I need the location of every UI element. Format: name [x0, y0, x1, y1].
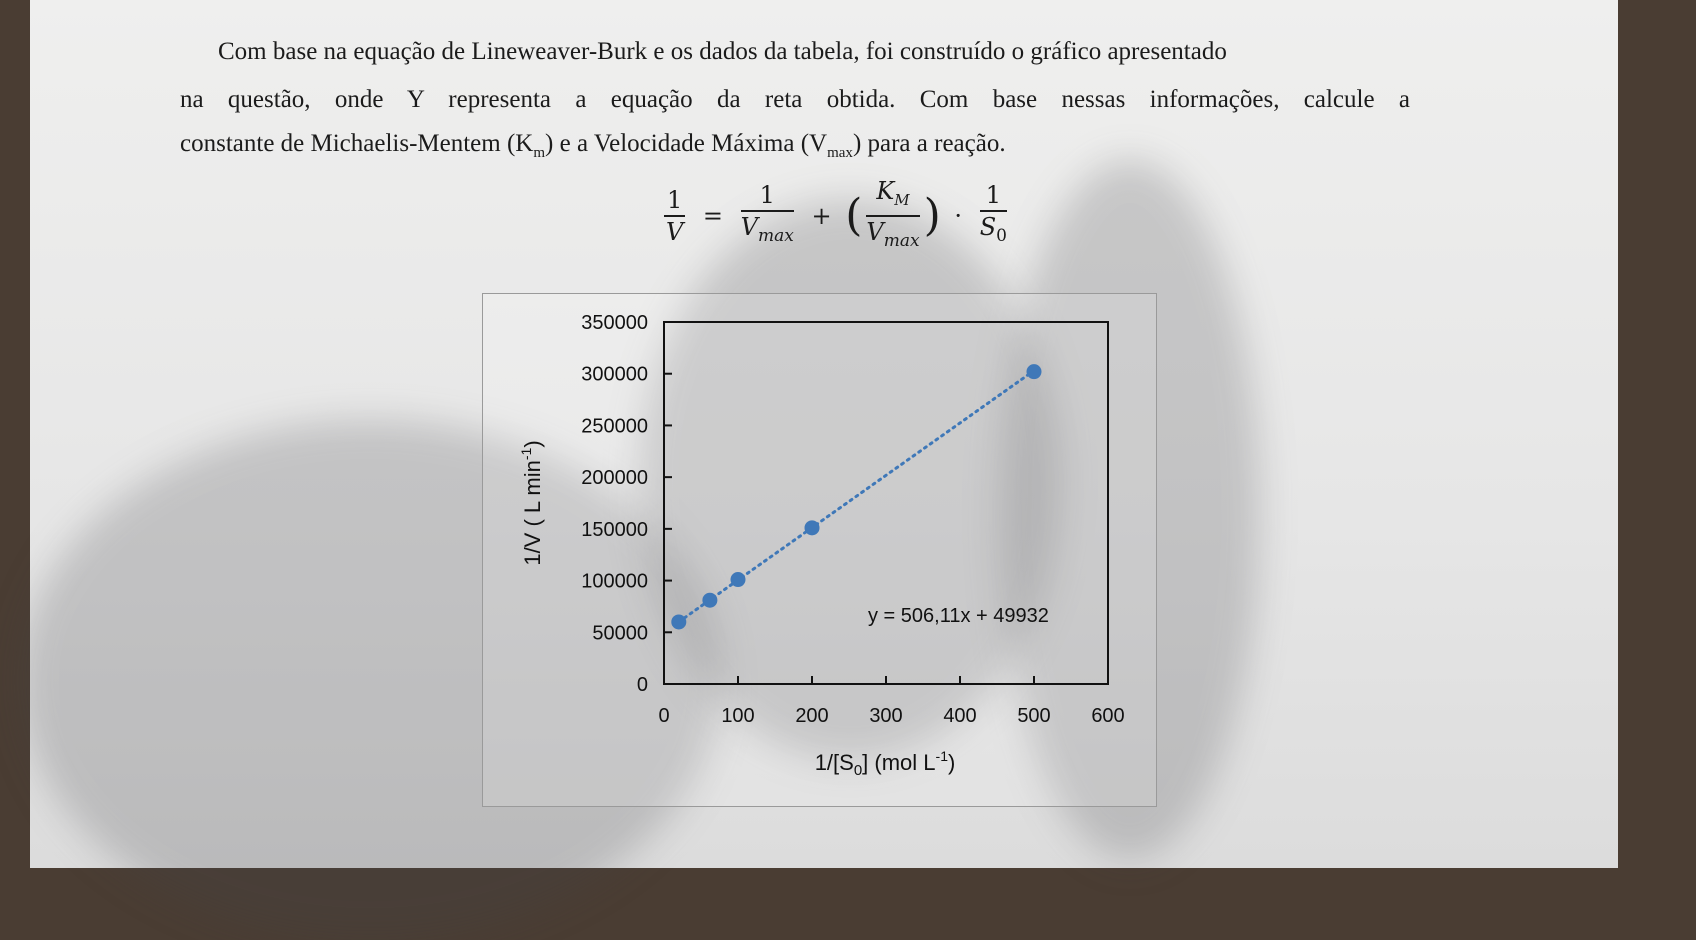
- fraction-one-over-s0: $\frac{1}{S_0}$: [979, 181, 1007, 247]
- fraction-one-over-v: $\frac{1}{V}$: [665, 185, 684, 246]
- y-tick-label: 0: [636, 674, 648, 696]
- x-axis-label: $1/[S_0]$ (mol $L^{-1}$): [814, 748, 956, 779]
- equation-label: y = 506,11x + 49932: [868, 605, 1049, 627]
- question-line-2: na questão, onde Y representa a equação da reta obtida. Com base nessas informações, calcule a: [180, 86, 1410, 113]
- data-point: [805, 520, 820, 535]
- y-axis-label: 1/V ( L $\min^{-1}$): [518, 440, 545, 566]
- y-tick-label: 300000: [581, 363, 648, 386]
- x-tick-label: 400: [943, 705, 977, 727]
- data-point: [671, 614, 686, 629]
- x-tick-label: 100: [721, 705, 755, 727]
- y-tick-label: 50000: [592, 622, 648, 645]
- trendline: [679, 371, 1034, 622]
- x-tick-label: 0: [658, 705, 670, 727]
- fraction-one-over-vmax: $\frac{1}{V_{max}}$: [740, 181, 794, 247]
- data-point: [702, 593, 717, 608]
- x-tick-label: 500: [1017, 705, 1051, 727]
- lineweaver-burk-formula: $\frac{1}{V}$ = $\frac{1}{V_{max}}$ + ( $\frac{K_M}{V_{max}}$ ) · $\frac{1}{S_0}$: [660, 176, 1011, 256]
- x-tick-label: 600: [1091, 705, 1125, 727]
- plus-sign: +: [811, 201, 832, 230]
- dot-operator: ·: [954, 201, 963, 230]
- data-point: [1027, 364, 1042, 379]
- equals-sign: =: [702, 201, 724, 230]
- plot-area: [664, 322, 1108, 684]
- y-tick-label: 150000: [581, 518, 648, 541]
- x-tick-label: 300: [869, 705, 903, 727]
- y-tick-label: 100000: [581, 570, 648, 593]
- y-tick-label: 200000: [581, 467, 648, 490]
- y-tick-label: 250000: [581, 415, 648, 438]
- data-point: [731, 572, 746, 587]
- question-line-3: constante de Michaelis-Mentem $(K_m)$ e a Velocidade Máxima $(V_{max})$ para a reação.: [180, 130, 1006, 161]
- x-tick-label: 200: [795, 705, 829, 727]
- question-line-1: Com base na equação de Lineweaver-Burk e os dados da tabela, foi construído o gráfico apresentado: [218, 38, 1227, 65]
- fraction-km-over-vmax: $\frac{K_M}{V_{max}}$: [866, 177, 920, 251]
- y-tick-label: 350000: [581, 312, 648, 334]
